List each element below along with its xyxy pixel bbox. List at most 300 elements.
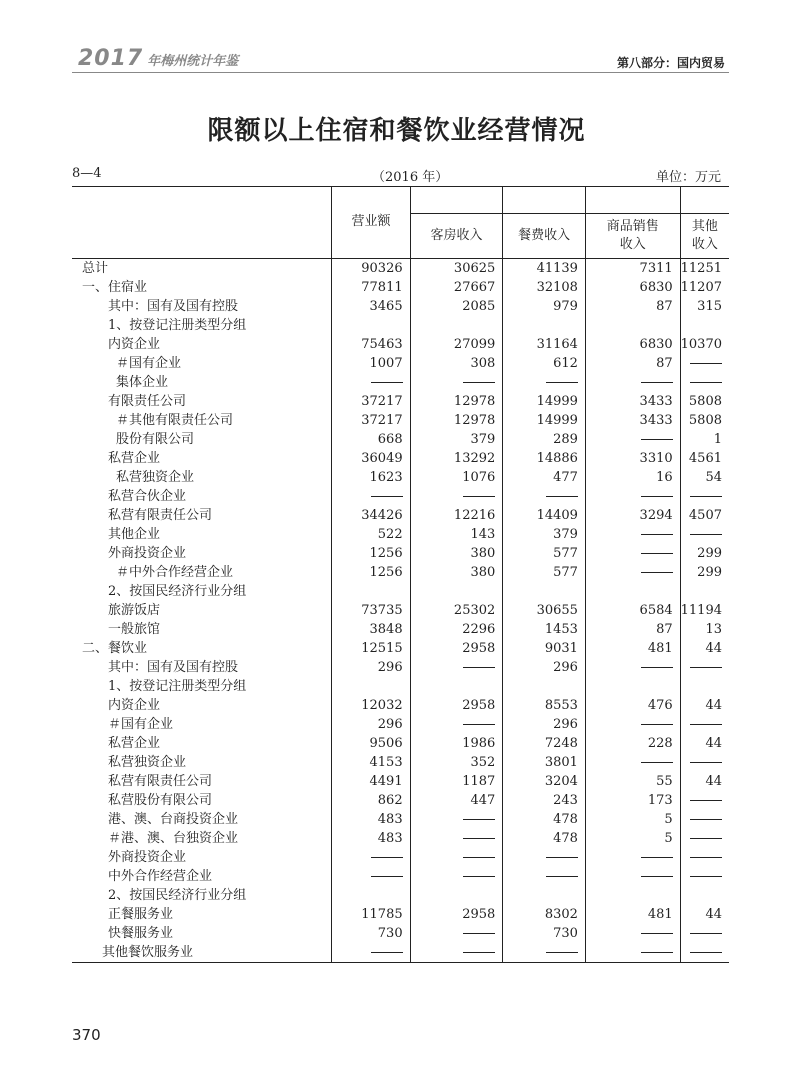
table-row xyxy=(72,563,729,582)
cell-revenue: 9506 xyxy=(332,734,410,753)
cell-other-income xyxy=(680,753,729,772)
table-row xyxy=(72,487,729,506)
table-row xyxy=(72,924,729,943)
cell-catering-income xyxy=(503,943,586,963)
cell-revenue: 73735 xyxy=(332,601,410,620)
table-row xyxy=(72,316,729,335)
header-label-column xyxy=(72,187,332,259)
table-row xyxy=(72,677,729,696)
cell-goods-income: 6584 xyxy=(585,601,680,620)
cell-catering-income: 379 xyxy=(503,525,586,544)
cell-room-income: 352 xyxy=(410,753,503,772)
table-row xyxy=(72,905,729,924)
dash-mark xyxy=(546,876,578,877)
table-row xyxy=(72,772,729,791)
cell-room-income: 2958 xyxy=(410,905,503,924)
cell-room-income: 380 xyxy=(410,563,503,582)
cell-revenue: 90326 xyxy=(332,259,410,278)
dash-mark xyxy=(463,496,495,497)
cell-goods-income: 481 xyxy=(585,905,680,924)
table-row xyxy=(72,791,729,810)
dash-mark xyxy=(690,838,722,839)
dash-mark xyxy=(690,496,722,497)
cell-catering-income: 296 xyxy=(503,715,586,734)
cell-revenue xyxy=(332,487,410,506)
cell-other-income: 5808 xyxy=(680,392,729,411)
cell-goods-income xyxy=(585,677,680,696)
cell-catering-income xyxy=(503,582,586,601)
cell-goods-income xyxy=(585,582,680,601)
cell-revenue xyxy=(332,886,410,905)
cell-room-income xyxy=(410,886,503,905)
cell-goods-income: 55 xyxy=(585,772,680,791)
cell-room-income: 308 xyxy=(410,354,503,373)
dash-mark xyxy=(690,724,722,725)
cell-other-income: 4561 xyxy=(680,449,729,468)
dash-mark xyxy=(690,819,722,820)
cell-other-income xyxy=(680,582,729,601)
cell-catering-income: 8553 xyxy=(503,696,586,715)
cell-other-income: 11194 xyxy=(680,601,729,620)
row-label: 其中：国有及国有控股 xyxy=(108,299,239,314)
cell-room-income: 2085 xyxy=(410,297,503,316)
row-label: 快餐服务业 xyxy=(108,926,174,941)
row-label: 外商投资企业 xyxy=(108,850,187,865)
cell-revenue: 1007 xyxy=(332,354,410,373)
dash-mark xyxy=(641,933,673,934)
page-number: 370 xyxy=(72,1026,101,1044)
cell-other-income: 10370 xyxy=(680,335,729,354)
cell-room-income: 12978 xyxy=(410,392,503,411)
table-row xyxy=(72,411,729,430)
cell-revenue: 11785 xyxy=(332,905,410,924)
cell-revenue: 4491 xyxy=(332,772,410,791)
row-label: 一、住宿业 xyxy=(82,280,148,295)
dash-mark xyxy=(371,857,403,858)
row-label: ＃国有企业 xyxy=(116,356,182,371)
table-row xyxy=(72,696,729,715)
cell-catering-income: 289 xyxy=(503,430,586,449)
cell-other-income: 5808 xyxy=(680,411,729,430)
cell-catering-income: 3801 xyxy=(503,753,586,772)
cell-catering-income xyxy=(503,867,586,886)
table-row xyxy=(72,620,729,639)
cell-revenue: 3465 xyxy=(332,297,410,316)
cell-other-income: 1 xyxy=(680,430,729,449)
cell-room-income xyxy=(410,924,503,943)
row-label: 二、餐饮业 xyxy=(82,641,148,656)
table-row xyxy=(72,335,729,354)
cell-other-income: 54 xyxy=(680,468,729,487)
row-label: 内资企业 xyxy=(108,698,161,713)
cell-catering-income: 14999 xyxy=(503,411,586,430)
row-label: 2、按国民经济行业分组 xyxy=(108,584,247,599)
cell-catering-income xyxy=(503,886,586,905)
cell-other-income: 44 xyxy=(680,696,729,715)
dash-mark xyxy=(641,876,673,877)
header-row xyxy=(72,187,729,214)
header-revenue: 营业额 xyxy=(332,187,410,259)
cell-other-income: 44 xyxy=(680,772,729,791)
cell-room-income: 1187 xyxy=(410,772,503,791)
row-label: 集体企业 xyxy=(116,375,169,390)
cell-room-income xyxy=(410,810,503,829)
cell-revenue: 1256 xyxy=(332,544,410,563)
cell-other-income: 299 xyxy=(680,544,729,563)
cell-goods-income xyxy=(585,753,680,772)
cell-goods-income: 7311 xyxy=(585,259,680,278)
cell-catering-income: 477 xyxy=(503,468,586,487)
cell-goods-income xyxy=(585,316,680,335)
cell-catering-income: 30655 xyxy=(503,601,586,620)
cell-catering-income: 3204 xyxy=(503,772,586,791)
cell-goods-income: 6830 xyxy=(585,278,680,297)
row-label: 一般旅馆 xyxy=(108,622,161,637)
cell-other-income xyxy=(680,373,729,392)
cell-goods-income xyxy=(585,563,680,582)
cell-room-income: 30625 xyxy=(410,259,503,278)
cell-goods-income: 3433 xyxy=(585,411,680,430)
dash-mark xyxy=(546,382,578,383)
cell-room-income: 12216 xyxy=(410,506,503,525)
cell-room-income: 2958 xyxy=(410,639,503,658)
cell-room-income xyxy=(410,943,503,963)
cell-goods-income: 16 xyxy=(585,468,680,487)
cell-room-income: 2296 xyxy=(410,620,503,639)
table-row xyxy=(72,259,729,278)
cell-catering-income: 14999 xyxy=(503,392,586,411)
row-label: ＃其他有限责任公司 xyxy=(116,413,234,428)
cell-revenue: 37217 xyxy=(332,392,410,411)
dash-mark xyxy=(641,724,673,725)
cell-room-income: 447 xyxy=(410,791,503,810)
cell-catering-income: 9031 xyxy=(503,639,586,658)
cell-goods-income: 87 xyxy=(585,297,680,316)
dash-mark xyxy=(371,382,403,383)
cell-goods-income xyxy=(585,373,680,392)
cell-other-income xyxy=(680,354,729,373)
cell-catering-income: 296 xyxy=(503,658,586,677)
cell-room-income xyxy=(410,373,503,392)
header-catering-income: 餐费收入 xyxy=(503,214,586,259)
table-row xyxy=(72,715,729,734)
cell-revenue: 862 xyxy=(332,791,410,810)
dash-mark xyxy=(463,933,495,934)
cell-other-income xyxy=(680,658,729,677)
cell-revenue: 296 xyxy=(332,715,410,734)
cell-goods-income: 476 xyxy=(585,696,680,715)
cell-goods-income: 87 xyxy=(585,354,680,373)
header-room-income: 客房收入 xyxy=(410,214,503,259)
cell-catering-income: 41139 xyxy=(503,259,586,278)
table-row xyxy=(72,373,729,392)
cell-room-income: 1076 xyxy=(410,468,503,487)
dash-mark xyxy=(463,382,495,383)
cell-other-income xyxy=(680,848,729,867)
cell-revenue xyxy=(332,677,410,696)
dash-mark xyxy=(546,952,578,953)
dash-mark xyxy=(641,439,673,440)
cell-revenue: 77811 xyxy=(332,278,410,297)
dash-mark xyxy=(546,857,578,858)
cell-room-income: 380 xyxy=(410,544,503,563)
dash-mark xyxy=(641,762,673,763)
dash-mark xyxy=(463,876,495,877)
cell-other-income xyxy=(680,316,729,335)
cell-other-income: 315 xyxy=(680,297,729,316)
cell-catering-income xyxy=(503,487,586,506)
cell-revenue: 730 xyxy=(332,924,410,943)
cell-room-income: 27099 xyxy=(410,335,503,354)
cell-catering-income xyxy=(503,677,586,696)
dash-mark xyxy=(690,857,722,858)
cell-other-income xyxy=(680,791,729,810)
cell-other-income xyxy=(680,829,729,848)
cell-goods-income: 3294 xyxy=(585,506,680,525)
table-row xyxy=(72,867,729,886)
cell-room-income: 27667 xyxy=(410,278,503,297)
cell-room-income xyxy=(410,582,503,601)
cell-goods-income xyxy=(585,544,680,563)
dash-mark xyxy=(641,553,673,554)
cell-catering-income: 478 xyxy=(503,810,586,829)
dash-mark xyxy=(690,933,722,934)
dash-mark xyxy=(641,534,673,535)
row-label: 总计 xyxy=(82,261,109,276)
cell-other-income: 44 xyxy=(680,905,729,924)
table-row xyxy=(72,449,729,468)
row-label: 私营独资企业 xyxy=(116,470,195,485)
dash-mark xyxy=(641,496,673,497)
header-divider xyxy=(72,72,729,73)
cell-revenue xyxy=(332,867,410,886)
cell-goods-income: 6830 xyxy=(585,335,680,354)
table-row xyxy=(72,506,729,525)
cell-goods-income: 5 xyxy=(585,829,680,848)
cell-goods-income xyxy=(585,430,680,449)
row-label: 旅游饭店 xyxy=(108,603,161,618)
cell-room-income xyxy=(410,867,503,886)
dash-mark xyxy=(371,496,403,497)
row-label: ＃中外合作经营企业 xyxy=(116,565,234,580)
cell-goods-income xyxy=(585,525,680,544)
dash-mark xyxy=(690,667,722,668)
row-label: 内资企业 xyxy=(108,337,161,352)
row-label: ＃港、澳、台独资企业 xyxy=(108,831,239,846)
cell-revenue: 37217 xyxy=(332,411,410,430)
table-row xyxy=(72,430,729,449)
dash-mark xyxy=(463,667,495,668)
row-label: 私营企业 xyxy=(108,451,161,466)
table-code: 8—4 xyxy=(72,166,102,181)
cell-other-income: 4507 xyxy=(680,506,729,525)
table-row xyxy=(72,943,729,963)
cell-revenue xyxy=(332,943,410,963)
cell-room-income: 2958 xyxy=(410,696,503,715)
cell-goods-income: 3310 xyxy=(585,449,680,468)
cell-room-income xyxy=(410,658,503,677)
table-row xyxy=(72,734,729,753)
dash-mark xyxy=(690,382,722,383)
table-row xyxy=(72,601,729,620)
cell-goods-income: 173 xyxy=(585,791,680,810)
cell-catering-income xyxy=(503,848,586,867)
dash-mark xyxy=(641,382,673,383)
table-row xyxy=(72,886,729,905)
cell-revenue xyxy=(332,582,410,601)
table-row xyxy=(72,810,729,829)
table-row xyxy=(72,658,729,677)
cell-room-income xyxy=(410,316,503,335)
cell-room-income xyxy=(410,677,503,696)
cell-room-income: 25302 xyxy=(410,601,503,620)
cell-other-income xyxy=(680,943,729,963)
table-year: （2016 年） xyxy=(372,170,449,185)
table-row xyxy=(72,354,729,373)
row-label: 私营有限责任公司 xyxy=(108,508,213,523)
cell-other-income: 299 xyxy=(680,563,729,582)
dash-mark xyxy=(463,857,495,858)
cell-room-income: 12978 xyxy=(410,411,503,430)
row-label: 私营企业 xyxy=(108,736,161,751)
cell-revenue: 4153 xyxy=(332,753,410,772)
cell-revenue: 296 xyxy=(332,658,410,677)
table-row xyxy=(72,544,729,563)
cell-other-income xyxy=(680,525,729,544)
cell-catering-income xyxy=(503,373,586,392)
cell-catering-income: 1453 xyxy=(503,620,586,639)
dash-mark xyxy=(690,876,722,877)
table-row xyxy=(72,829,729,848)
cell-catering-income: 730 xyxy=(503,924,586,943)
cell-room-income xyxy=(410,487,503,506)
table-unit: 单位：万元 xyxy=(655,170,721,185)
cell-revenue xyxy=(332,848,410,867)
dash-mark xyxy=(690,363,722,364)
row-label: 其中：国有及国有控股 xyxy=(108,660,239,675)
running-header-section: 第八部分：国内贸易 xyxy=(616,56,725,70)
cell-revenue: 34426 xyxy=(332,506,410,525)
row-label: 私营有限责任公司 xyxy=(108,774,213,789)
table-row xyxy=(72,639,729,658)
row-label: 正餐服务业 xyxy=(108,907,174,922)
cell-other-income: 44 xyxy=(680,639,729,658)
dash-mark xyxy=(641,572,673,573)
header-goods-income: 商品销售 收入 xyxy=(585,214,680,259)
row-label: 私营合伙企业 xyxy=(108,489,187,504)
cell-goods-income: 5 xyxy=(585,810,680,829)
cell-goods-income: 87 xyxy=(585,620,680,639)
cell-catering-income: 7248 xyxy=(503,734,586,753)
row-label: 股份有限公司 xyxy=(116,432,195,447)
cell-goods-income xyxy=(585,658,680,677)
header-other-income: 其他 收入 xyxy=(680,214,729,259)
cell-catering-income: 31164 xyxy=(503,335,586,354)
cell-other-income: 44 xyxy=(680,734,729,753)
row-label: 1、按登记注册类型分组 xyxy=(108,679,247,694)
cell-revenue: 12515 xyxy=(332,639,410,658)
cell-room-income: 1986 xyxy=(410,734,503,753)
table-row xyxy=(72,525,729,544)
cell-room-income: 379 xyxy=(410,430,503,449)
data-table xyxy=(72,187,729,963)
table-row xyxy=(72,278,729,297)
cell-room-income: 13292 xyxy=(410,449,503,468)
cell-other-income xyxy=(680,810,729,829)
cell-revenue: 483 xyxy=(332,829,410,848)
dash-mark xyxy=(641,952,673,953)
dash-mark xyxy=(546,496,578,497)
cell-catering-income: 577 xyxy=(503,544,586,563)
dash-mark xyxy=(371,952,403,953)
cell-other-income xyxy=(680,867,729,886)
cell-revenue: 1256 xyxy=(332,563,410,582)
cell-goods-income xyxy=(585,943,680,963)
cell-other-income: 11251 xyxy=(680,259,729,278)
dash-mark xyxy=(690,762,722,763)
dash-mark xyxy=(463,952,495,953)
cell-goods-income xyxy=(585,487,680,506)
cell-goods-income xyxy=(585,924,680,943)
table-row xyxy=(72,297,729,316)
row-label: 私营独资企业 xyxy=(108,755,187,770)
cell-other-income xyxy=(680,886,729,905)
row-label: 其他企业 xyxy=(108,527,161,542)
cell-revenue: 522 xyxy=(332,525,410,544)
cell-revenue: 12032 xyxy=(332,696,410,715)
cell-room-income xyxy=(410,829,503,848)
dash-mark xyxy=(641,857,673,858)
cell-other-income: 13 xyxy=(680,620,729,639)
table-row xyxy=(72,582,729,601)
cell-revenue xyxy=(332,316,410,335)
row-label: 港、澳、台商投资企业 xyxy=(108,812,239,827)
cell-revenue: 1623 xyxy=(332,468,410,487)
cell-room-income: 143 xyxy=(410,525,503,544)
cell-goods-income: 228 xyxy=(585,734,680,753)
book-year: 2017 xyxy=(78,46,144,71)
dash-mark xyxy=(463,838,495,839)
cell-other-income xyxy=(680,715,729,734)
cell-other-income xyxy=(680,924,729,943)
cell-revenue: 3848 xyxy=(332,620,410,639)
cell-catering-income: 243 xyxy=(503,791,586,810)
running-header-book-title xyxy=(78,46,238,71)
cell-goods-income xyxy=(585,848,680,867)
cell-other-income: 11207 xyxy=(680,278,729,297)
table-body xyxy=(72,259,729,963)
cell-catering-income: 979 xyxy=(503,297,586,316)
dash-mark xyxy=(641,667,673,668)
cell-goods-income: 481 xyxy=(585,639,680,658)
cell-revenue: 75463 xyxy=(332,335,410,354)
cell-other-income xyxy=(680,487,729,506)
row-label: 有限责任公司 xyxy=(108,394,187,409)
dash-mark xyxy=(463,819,495,820)
row-label: 外商投资企业 xyxy=(108,546,187,561)
row-label: 中外合作经营企业 xyxy=(108,869,213,884)
cell-catering-income: 14886 xyxy=(503,449,586,468)
cell-goods-income xyxy=(585,715,680,734)
cell-goods-income: 3433 xyxy=(585,392,680,411)
dash-mark xyxy=(690,952,722,953)
cell-goods-income xyxy=(585,886,680,905)
table-row xyxy=(72,468,729,487)
dash-mark xyxy=(463,724,495,725)
cell-catering-income: 577 xyxy=(503,563,586,582)
cell-catering-income: 14409 xyxy=(503,506,586,525)
table-row xyxy=(72,848,729,867)
